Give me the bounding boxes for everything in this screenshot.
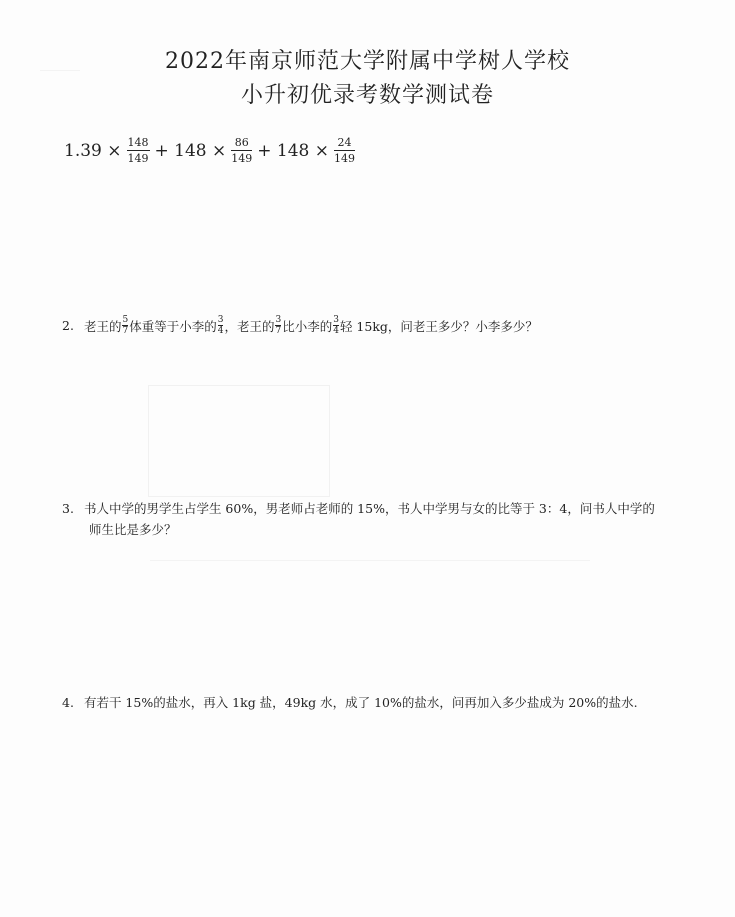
exam-title-line1: 2022年南京师范大学附属中学树人学校 (165, 49, 570, 74)
q1-term-2: + 148 × (154, 140, 227, 161)
question-number: 4. (62, 695, 74, 710)
q2-fraction-4 (333, 315, 339, 336)
fraction-numerator: 3 (217, 315, 224, 325)
fraction-numerator: 148 (127, 136, 149, 149)
q2-fraction-3 (275, 315, 281, 336)
fraction-bar (127, 150, 150, 151)
q1-fraction-3 (334, 136, 355, 165)
fraction-denominator: 4 (217, 326, 224, 336)
fraction-denominator: 4 (333, 326, 339, 336)
q3-text-line2: 师生比是多少？ (89, 522, 177, 537)
fraction-denominator: 149 (231, 152, 253, 165)
q1-term-1: 1.39 × (64, 140, 122, 161)
q2-text-3: ，老王的 (224, 318, 275, 334)
question-number: 3. (62, 501, 74, 516)
q2-text-4: 比小李的 (282, 318, 333, 334)
q4-text: 有若干 15%的盐水，再入 1kg 盐，49kg 水，成了 10%的盐水，问再加入多少盐成为 20%的盐水. (83, 695, 638, 710)
fraction-numerator: 86 (234, 136, 249, 149)
fraction-numerator: 3 (333, 315, 339, 325)
scan-artifact (148, 385, 330, 497)
fraction-denominator: 149 (127, 152, 149, 165)
q2-text-1: 老王的 (83, 318, 122, 334)
question-3 (62, 498, 702, 540)
q2-fraction-1 (122, 315, 128, 336)
fraction-denominator: 7 (275, 326, 282, 336)
fraction-denominator: 7 (122, 326, 129, 336)
fraction-bar (231, 150, 252, 151)
q3-text-line1: 书人中学的男学生占学生 60%，男老师占老师的 15%，书人中学男与女的比等于 3：4，问书人中学的 (83, 501, 655, 516)
q1-fraction-1 (127, 136, 150, 165)
fraction-numerator: 5 (122, 315, 129, 325)
question-2 (62, 315, 538, 336)
q2-fraction-2 (218, 315, 224, 336)
fraction-bar (334, 150, 355, 151)
fraction-denominator: 149 (334, 152, 355, 165)
fraction-numerator: 24 (337, 136, 352, 149)
q1-fraction-2 (231, 136, 252, 165)
question-number: 2. (62, 318, 74, 333)
q2-text-2: 体重等于小李的 (129, 318, 217, 334)
question-4 (62, 693, 638, 711)
scan-artifact (150, 560, 590, 561)
exam-title-line2: 小升初优录考数学测试卷 (240, 83, 494, 108)
fraction-numerator: 3 (275, 315, 282, 325)
question-1 (62, 136, 358, 165)
q2-text-5: 轻 15kg，问老王多少？小李多少？ (339, 318, 538, 334)
q1-term-3: + 148 × (257, 140, 329, 161)
